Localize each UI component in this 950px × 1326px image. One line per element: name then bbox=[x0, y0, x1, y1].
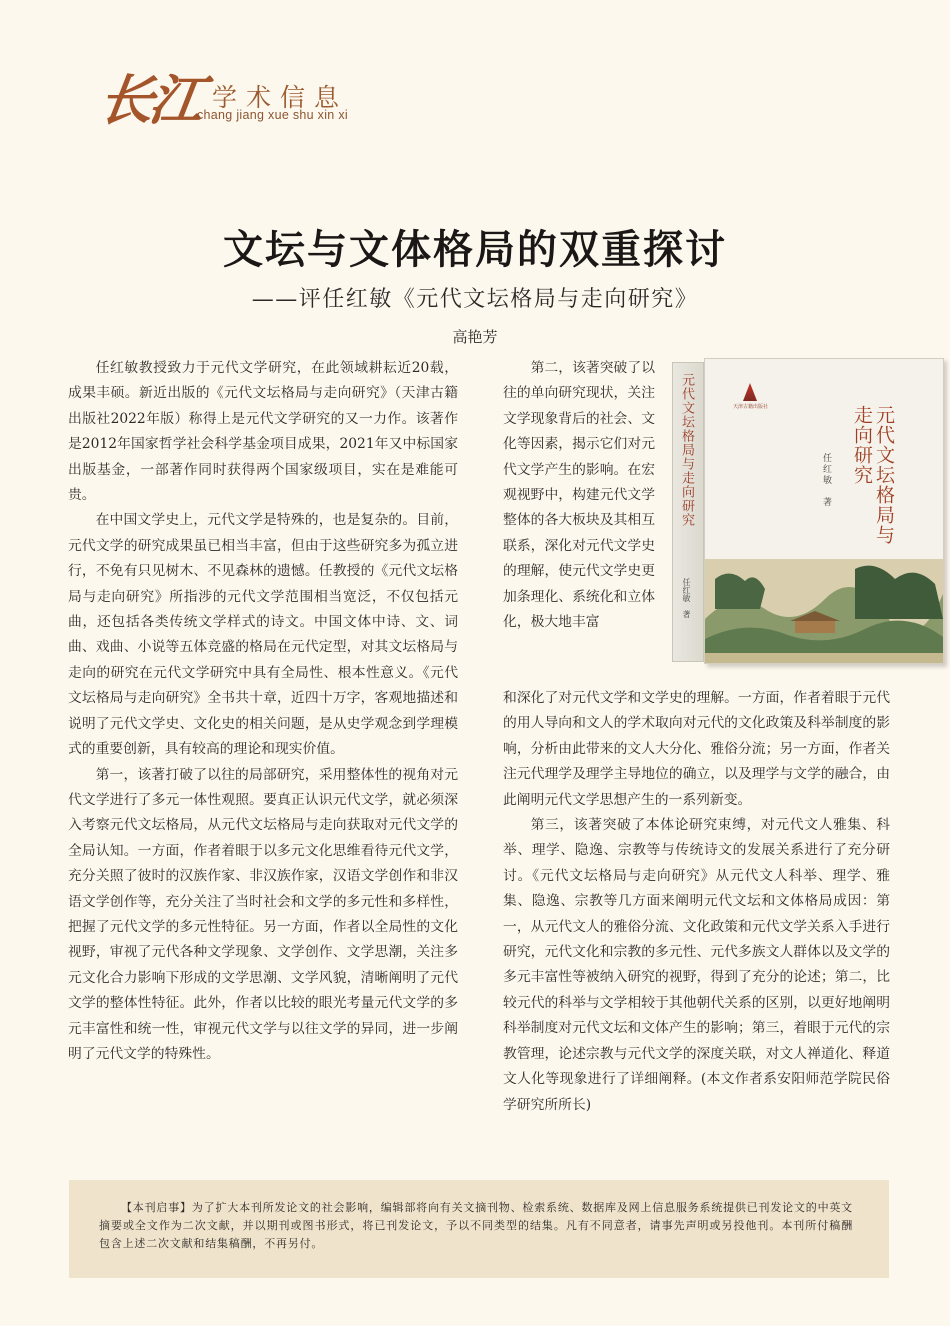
paragraph: 和深化了对元代文学和文学史的理解。一方面，作者着眼于元代的用人导向和文人的学术取向对元代的文化政策及科举制度的影响，分析由此带来的文人大分化、雅俗分流；另一方面，作者关注元代理学及理学主导地位的确立，以及理学与文学的融合，由此阐明元代文学思想产生的一系列新变。 bbox=[503, 690, 890, 808]
cover-author: 任红敏 著 bbox=[821, 453, 831, 508]
right-column-top bbox=[503, 356, 655, 635]
cover-title: 元代文坛格局与走向研究 bbox=[851, 405, 895, 545]
logo-pinyin: chang jiang xue shu xin xi bbox=[197, 108, 348, 122]
paragraph: 第二，该著突破了以往的单向研究现状，关注文学现象背后的社会、文化等因素，揭示它们对元代文学产生的影响。在宏观视野中，构建元代文学整体的各大板块及其相互联系，深化对元代文学史的理解，使元代文学史更加条理化、系统化和立体化，极大地丰富 bbox=[503, 360, 655, 631]
logo-title: 学术信息 bbox=[212, 83, 349, 112]
book-cover-image bbox=[672, 358, 948, 664]
journal-logo bbox=[95, 58, 400, 138]
spine-author: 任红敏 著 bbox=[682, 578, 691, 618]
paragraph: 第一，该著打破了以往的局部研究，采用整体性的视角对元代文学进行了多元一体性观照。要真正认识元代文学，就必须深入考察元代文坛格局，从元代文坛格局与走向获取对元代文学的全局认知。一方面，作者着眼于以多元文化思维看待元代文学，充分关照了彼时的汉族作家、非汉族作家，汉语文学创作和非汉语文学创作等，充分关注了当时社会和文学的多元性和多样性，把握了元代文学的多元性特征。另一方面，作者以全局性的文化视野，审视了元代各种文学现象、文学创作、文学思潮，关注多元文化合力影响下形成的文学思潮、文学风貌，清晰阐明了元代文学的整体性特征。此外，作者以比较的眼光考量元代文学的多元丰富性和统一性，审视元代文学与以往文学的异同，进一步阐明了元代文学的特殊性。 bbox=[68, 766, 458, 1062]
paragraph: 在中国文学史上，元代文学是特殊的，也是复杂的。目前，元代文学的研究成果虽已相当丰富，但由于这些研究多为孤立进行，不免有只见树木、不见森林的遗憾。任教授的《元代文坛格局与走向研究》所指涉的元代文学范围相当宽泛，不仅包括元曲，还包括各类传统文学样式的诗文。中国文体中诗、文、词曲、戏曲、小说等五体竞盛的格局在元代定型，对其文坛格局与走向的研究在元代文学研究中具有全局性、根本性意义。《元代文坛格局与走向研究》全书共十章，近四十万字，客观地描述和说明了元代文学史、文化史的相关问题，是从史学观念到学理模式的重要创新，具有较高的理论和现实价值。 bbox=[68, 512, 458, 758]
article-title: 文坛与文体格局的双重探讨 bbox=[223, 226, 727, 273]
paragraph: 第三，该著突破了本体论研究束缚，对元代文人雅集、科举、理学、隐逸、宗教等与传统诗文的发展关系进行了充分研讨。《元代文坛格局与走向研究》从元代文人科举、理学、雅集、隐逸、宗教等几方面来阐明元代文坛和文体格局成因：第一，从元代文人的雅俗分流、文化政策和元代文学关系入手进行研究，元代文化和宗教的多元性、元代多族文人群体以及文学的多元丰富性等被纳入研究的视野，得到了充分的论述；第二，比较元代的科举与文学相较于其他朝代关系的区别，以更好地阐明科举制度对元代文坛和文体产生的影响；第三，着眼于元代的宗教管理，论述宗教与元代文学的深度关联，对文人禅道化、释道文人化等现象进行了详细阐释。(本文作者系安阳师范学院民俗学研究所所长) bbox=[503, 817, 890, 1113]
spine-title: 元代文坛格局与走向研究 bbox=[679, 373, 694, 527]
publisher-name: 天津古籍出版社 bbox=[733, 404, 769, 410]
article-author: 高艳芳 bbox=[452, 328, 498, 346]
publisher-logo-icon bbox=[743, 383, 757, 401]
right-column-bottom bbox=[503, 686, 890, 1118]
paragraph: 任红敏教授致力于元代文学研究，在此领域耕耘近20载，成果丰硕。新近出版的《元代文坛格局与走向研究》（天津古籍出版社2022年版）称得上是元代文学研究的又一力作。该著作是2012年国家哲学社会科学基金项目成果，2021年又中标国家出版基金，一部著作同时获得两个国家级项目，实在是难能可贵。 bbox=[68, 360, 458, 504]
logo-calligraphy: 长江 bbox=[95, 68, 205, 132]
landscape-painting-icon bbox=[705, 559, 943, 663]
journal-notice: 【本刊启事】为了扩大本刊所发论文的社会影响，编辑部将向有关文摘刊物、检索系统、数据库及网上信息服务系统提供已刊发论文的中英文摘要或全文作为二次文献，并以期刊或图书形式，将已刊发论文，予以不同类型的结集。凡有不同意者，请事先声明或另投他刊。本刊所付稿酬包含上述二次文献和结集稿酬，不再另付。 bbox=[69, 1180, 889, 1278]
book-spine bbox=[672, 362, 704, 662]
book-front-cover bbox=[704, 358, 944, 664]
left-column bbox=[68, 356, 458, 1067]
article-subtitle: ——评任红敏《元代文坛格局与走向研究》 bbox=[251, 287, 699, 312]
